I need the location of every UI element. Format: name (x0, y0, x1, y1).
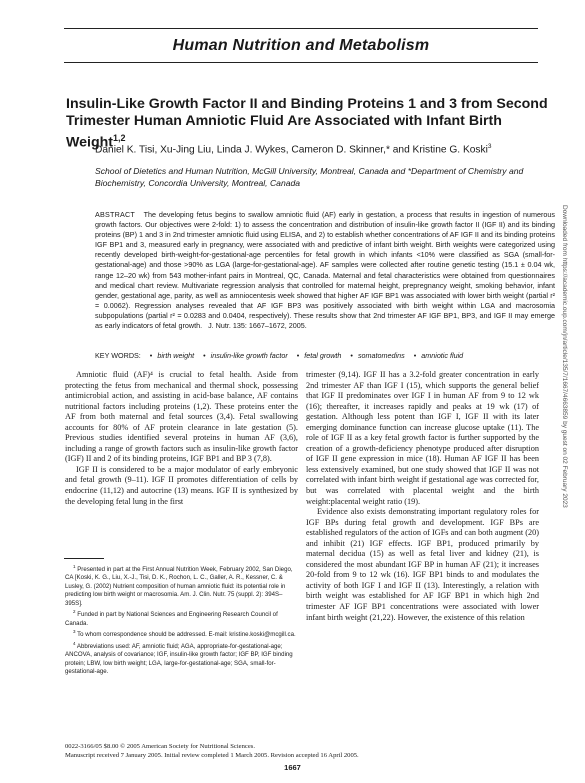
body-paragraph: Amniotic fluid (AF)⁴ is crucial to fetal health. Aside from protecting the fetus from mechanical and thermal shock, possessing antimicrobial action, and assisting in acid-base balance, AF contains nutritional factors including proteins (1,2). These proteins enter the AF from both maternal and fetal sources (3,4). Fetal swallowing accounts for 80% of AF protein clearance in late gestation (5). Previous studies identified several proteins in human AF (3,6), including a range of growth factors such as insulin-like growth factor (IGF) II and 2 of its binding proteins, IGF BP1 and BP 3 (7,8). (65, 370, 298, 464)
journal-header-rule-bottom (64, 62, 538, 63)
body-column-right (306, 370, 539, 623)
download-watermark: Downloaded from https://academic.oup.com/jn/article/135/7/1667/4663859 by guest on 02 February 2023 (561, 205, 568, 508)
body-column-left (65, 370, 298, 507)
footnote-text: Presented in part at the First Annual Nutrition Week, February 2002, San Diego, CA [Koski, K. G., Liu, X.-J., Tisi, D. K., Rochon, L. C., Galler, A. R., Kessner, C. & Lusley, G. (2002) Nutrient composition of human amniotic fluid: its potential role in predicting low birth weight or macrosomia. Am. J. Clin. Nutr. 75 (suppl. 2): 394S–395S]. (65, 566, 293, 607)
footnote-mark: 3 (73, 629, 76, 635)
keywords (95, 351, 565, 360)
title-footnote-marks: 1,2 (113, 133, 126, 143)
article-title-text: Insulin-Like Growth Factor II and Binding Proteins 1 and 3 from Second Trimester Human Amniotic Fluid Are Associated with Infant Birth Weight (66, 96, 548, 151)
author-names: Daniel K. Tisi, Xu-Jing Liu, Linda J. Wykes, Cameron D. Skinner,* and Kristine G. Koski (95, 144, 488, 156)
footnote (65, 608, 297, 628)
journal-header-rule-top (64, 28, 538, 29)
footnote-rule (64, 558, 104, 559)
keyword-bullet: • (296, 351, 300, 360)
author-footnote-mark: 3 (487, 143, 492, 150)
footnote-text: To whom correspondence should be addressed. E-mail: kristine.koski@mcgill.ca. (77, 631, 296, 639)
footnote (65, 628, 297, 639)
abstract-text: The developing fetus begins to swallow amniotic fluid (AF) early in gestation, a process that results in ingestion of numerous growth factors. Our objectives were 2-fold: 1) to assess the concentration and distribution of insulin-like growth factor II (IGF II) and its binding proteins (BP) 1 and 3 in 2nd trimester amniotic fluid using ELISA, and 2) to establish whether concentrations of AF IGF II and its binding proteins IGF BP1 and 3, measured early in pregnancy, were associated with and predictive of infant birth weight. Birth weights were categorized using recently developed birth-weight-for-gestational-age percentiles for fetal growth in which infants <10% were classified as SGA (small-for-gestational-age) and those >90% as LGA (large-for-gestational-age). AF samples were collected after routine genetic testing (15.1 ± 0.04 wk, range 12–20 wk) from 543 mother-infant pairs in Montreal, QC, Canada. Maternal and fetal characteristics were obtained from questionnaires and medical chart review. Multivariate regression analysis that controlled for maternal height, prepregnancy weight, smoking behavior, infant gender, gestational age, parity, as well as amniocentesis week showed that higher AF IGF BP1 was associated with lower birth weight (partial r² = 0.0062). Regression analyses revealed that AF IGF BP3 was positively associated with birth weight within LGA and macrosomia subpopulations (partial r² = 0.0283 and 0.0404, respectively). These results show that 2nd trimester AF IGF BP1, BP3, and IGF II may emerge as early indicators of fetal growth. (95, 210, 555, 331)
keyword: insulin-like growth factor (210, 351, 288, 360)
footnote-mark: 4 (73, 640, 76, 646)
abstract (95, 210, 555, 331)
keyword: fetal growth (304, 351, 342, 360)
keyword: amniotic fluid (421, 351, 464, 360)
page-number: 1667 (284, 763, 301, 772)
journal-name: Human Nutrition and Metabolism (172, 37, 430, 54)
keyword-bullet: • (350, 351, 353, 360)
manuscript-dates: Manuscript received 7 January 2005. Initial review completed 1 March 2005. Revision accepted 16 April 2005. (65, 751, 359, 759)
keyword-bullet: • (149, 351, 153, 360)
footnotes (65, 563, 297, 677)
abstract-citation: J. Nutr. 135: 1667–1672, 2005. (208, 321, 307, 331)
keyword: birth weight (157, 351, 195, 360)
body-paragraph: Evidence also exists demonstrating important regulatory roles for IGF BPs during fetal growth and development. IGF BPs are established regulators of the action of IGFs and can both augment (20) and inhibit (21) IGF effects. IGF BP1, produced primarily by maternal decidua (15) as well as fetal liver and kidney (21), is considered the most abundant IGF BP in human AF (21); it increases 20-fold from 9 to 12 wk (16). IGF BP1 binds to and modulates the activity of both IGF I and IGF II (13). Interestingly, a relation with birth weight was established for AF IGF BP1 in which high 2nd trimester AF IGF BP1 concentrations were associated with lower infant birth weight (21,22). However, the existence of this relation (306, 507, 539, 622)
keyword-bullet: • (203, 351, 206, 360)
author-list (95, 143, 555, 155)
keyword-bullet: • (413, 351, 417, 360)
keyword: somatomedins (357, 351, 405, 360)
author-affiliation: School of Dietetics and Human Nutrition, McGill University, Montreal, Canada and *Department of Chemistry and Biochemistry, Concordia University, Montreal, Canada (95, 166, 524, 188)
footnote-mark: 1 (73, 564, 76, 569)
footnote-text: Funded in part by National Sciences and Engineering Research Council of Canada. (65, 611, 278, 627)
footnote-text: Abbreviations used: AF, amniotic fluid; AGA, appropriate-for-gestational-age; ANCOVA, analysis of covariance; IGF, insulin-like growth factor; IGF BP, IGF binding protein; LBW, low birth weight; LGA, large-for-gestational-age; SGA, small-for-gestational-age. (65, 642, 293, 676)
body-paragraph: trimester (9,14). IGF II has a 3.2-fold greater concentration in early 2nd trimester AF than IGF I (15), which supports the general belief that IGF II predominates over IGF I in human AF from 9 to 12 wk (16); thereafter, it increases rapidly and peaks at 19 wk (17) of gestation. Although less potent than IGF I, IGF II with its later emerging dominance function can increase glucose uptake (11). The role of IGF II as a key fetal growth factor is further supported by the creation of a growth-deficiency phenotype produced after disruption of IGF II gene expression in mice (18). Human AF IGF II has been less extensively examined, but one study showed that IGF II was not correlated with infant birth weight if gestational age was corrected for, but was correlated with placental weight and the birth weight:placental weight ratio (19). (306, 370, 539, 506)
keywords-label: KEY WORDS: (95, 351, 141, 360)
abstract-label: ABSTRACT (95, 210, 135, 219)
publication-info (65, 743, 545, 760)
footnote (65, 640, 297, 677)
footnote-mark: 2 (73, 609, 76, 615)
issn-line: 0022-3166/05 $8.00 © 2005 American Society for Nutritional Sciences. (65, 743, 255, 750)
footnote (65, 563, 297, 608)
body-paragraph: IGF II is considered to be a major modulator of early embryonic and fetal growth (9–11). IGF II promotes differentiation of cells by endocrine (11,12) and autocrine (13) means. IGF II is synthesized by the developing fetal lung in the first (65, 464, 298, 506)
